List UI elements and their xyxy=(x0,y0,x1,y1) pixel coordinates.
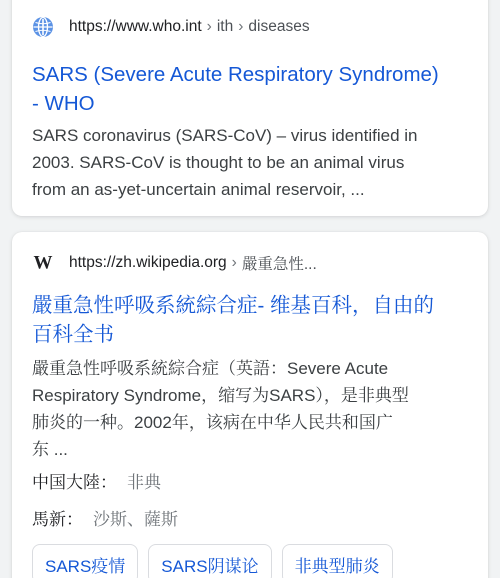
search-result-wikipedia xyxy=(12,232,488,578)
wikipedia-w-icon xyxy=(32,252,54,274)
result-path-segment: ith xyxy=(216,18,234,35)
result-cite[interactable] xyxy=(32,252,317,274)
result-cite[interactable] xyxy=(32,16,310,38)
result-title-line: SARS (Severe Acute Respiratory Syndrome) xyxy=(32,63,439,86)
result-title-line: 嚴重急性呼吸系統綜合症- 维基百科，自由的 xyxy=(32,294,435,317)
related-chip[interactable]: SARS阴谋论 xyxy=(148,544,271,578)
related-chip[interactable]: SARS疫情 xyxy=(32,544,138,578)
snippet-line: 嚴重急性呼吸系統綜合症（英語：Severe Acute xyxy=(32,359,389,378)
breadcrumb-chevron-icon: › xyxy=(206,18,212,35)
result-snippet xyxy=(32,355,478,463)
result-domain: https://zh.wikipedia.org xyxy=(69,254,227,271)
fact-row xyxy=(32,468,161,493)
related-chips xyxy=(32,544,393,578)
result-title-line: - WHO xyxy=(32,92,95,115)
result-snippet xyxy=(32,122,478,203)
snippet-line: from an as-yet-uncertain animal reservoir, ... xyxy=(32,180,365,199)
fact-label: 中国大陸： xyxy=(32,473,117,492)
who-globe-icon xyxy=(32,16,54,38)
result-path-segment: diseases xyxy=(248,18,310,35)
snippet-line: Respiratory Syndrome，缩写为SARS），是非典型 xyxy=(32,386,409,405)
related-chip[interactable]: 非典型肺炎 xyxy=(282,544,393,578)
fact-row xyxy=(32,505,178,530)
result-domain: https://www.who.int xyxy=(69,18,202,35)
fact-value: 非典 xyxy=(127,473,161,492)
result-title-line: 百科全书 xyxy=(32,323,114,346)
breadcrumb-chevron-icon: › xyxy=(238,18,244,35)
result-title-link[interactable] xyxy=(32,291,472,349)
result-path-segment: 嚴重急性... xyxy=(241,256,317,273)
breadcrumb-chevron-icon: › xyxy=(231,254,237,271)
snippet-line: 2003. SARS-CoV is thought to be an animal virus xyxy=(32,153,405,172)
result-title-link[interactable] xyxy=(32,60,472,118)
snippet-line: 东 ... xyxy=(32,440,68,459)
fact-value: 沙斯、薩斯 xyxy=(93,510,178,529)
search-result-who xyxy=(12,0,488,216)
snippet-line: SARS coronavirus (SARS-CoV) – virus identified in xyxy=(32,126,418,145)
snippet-line: 肺炎的一种。2002年，该病在中华人民共和国广 xyxy=(32,413,393,432)
svg-text:W: W xyxy=(33,252,53,274)
fact-label: 馬新： xyxy=(32,510,83,529)
